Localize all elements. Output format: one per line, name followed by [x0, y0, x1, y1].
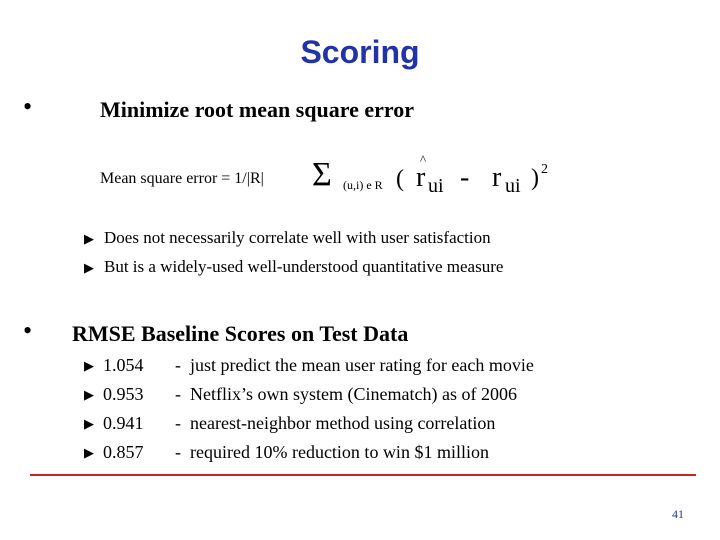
score-description: just predict the mean user rating for each movie: [190, 355, 534, 375]
score-row: [84, 442, 684, 466]
sub-bullet-item: [84, 257, 503, 277]
r-actual: r: [492, 162, 502, 193]
bullet-dot-icon: •: [23, 92, 33, 121]
score-description: nearest-neighbor method using correlation: [190, 413, 496, 433]
page-number: 41: [672, 507, 684, 521]
formula-minus: -: [460, 162, 470, 193]
hat-symbol: ^: [420, 152, 427, 167]
score-value: 0.941: [103, 413, 144, 433]
bullet-dot-icon: •: [23, 316, 33, 345]
score-value: 0.953: [103, 384, 144, 404]
score-description: Netflix’s own system (Cinematch) as of 2006: [190, 384, 517, 404]
formula-lhs: Mean square error = 1/|R|: [100, 170, 264, 187]
score-row: [84, 384, 684, 408]
triangle-right-icon: ▶: [84, 231, 94, 246]
formula-close-paren: ): [531, 165, 539, 191]
sub-bullet-text: But is a widely-used well-understood quantitative measure: [104, 257, 504, 276]
score-value: 1.054: [103, 355, 144, 375]
sub-bullet-text: Does not necessarily correlate well with user satisfaction: [104, 228, 491, 247]
sum-symbol: Σ: [312, 156, 332, 193]
triangle-right-icon: ▶: [84, 260, 94, 275]
r-hat-subscript: ui: [428, 175, 444, 197]
formula-open-paren: (: [396, 166, 404, 192]
score-dash: -: [175, 442, 181, 462]
score-dash: -: [175, 384, 181, 404]
r-hat: r: [416, 162, 426, 193]
sub-bullet-item: [84, 228, 491, 248]
score-description: required 10% reduction to win $1 million: [190, 442, 489, 462]
formula-exponent: 2: [541, 162, 548, 177]
score-row: [84, 413, 684, 437]
score-dash: -: [175, 355, 181, 375]
triangle-right-icon: ▶: [84, 387, 94, 402]
triangle-right-icon: ▶: [84, 445, 94, 460]
footer-divider: [30, 474, 696, 476]
score-row: [84, 355, 684, 379]
bullet-rmse: RMSE Baseline Scores on Test Data: [72, 321, 409, 346]
triangle-right-icon: ▶: [84, 416, 94, 431]
sum-range: (u,i) e R: [343, 178, 383, 192]
bullet-minimize: Minimize root mean square error: [100, 97, 415, 122]
slide-title: Scoring: [300, 34, 420, 70]
r-actual-subscript: ui: [505, 175, 521, 197]
score-dash: -: [175, 413, 181, 433]
triangle-right-icon: ▶: [84, 358, 94, 373]
score-value: 0.857: [103, 442, 144, 462]
